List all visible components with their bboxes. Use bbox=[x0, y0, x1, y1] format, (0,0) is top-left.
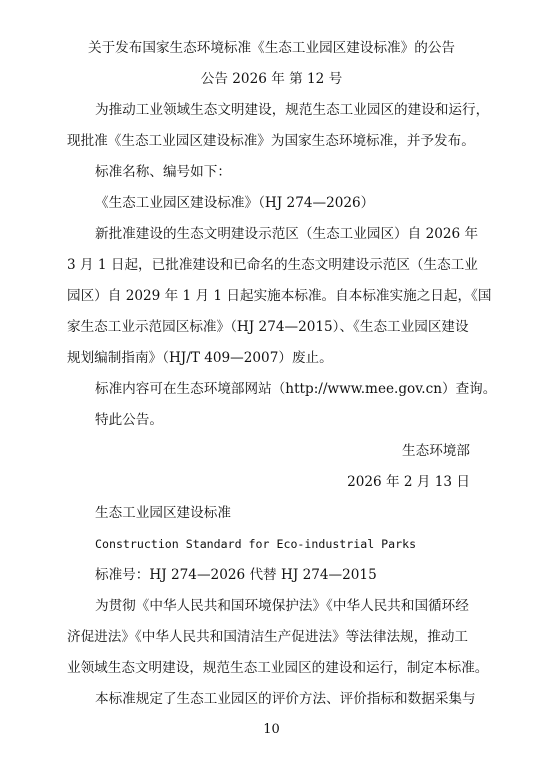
para6-line3: 业领域生态文明建设，规范生态工业园区的建设和运行，制定本标准。 bbox=[67, 660, 489, 676]
notice-number: 公告 2026 年 第 12 号 bbox=[200, 71, 343, 87]
doc-title-en: Construction Standard for Eco-industrial Parks bbox=[95, 537, 417, 551]
signature-date: 2026 年 2 月 13 日 bbox=[347, 474, 470, 490]
para1-line2: 现批准《生态工业园区建设标准》为国家生态环境标准，并予发布。 bbox=[67, 133, 475, 149]
notice-title: 关于发布国家生态环境标准《生态工业园区建设标准》的公告 bbox=[87, 40, 456, 56]
para7-line1: 本标准规定了生态工业园区的评价方法、评价指标和数据采集与 bbox=[95, 691, 476, 707]
para3-line2: 3 月 1 日起，已批准建设和已命名的生态文明建设示范区（生态工业 bbox=[67, 257, 478, 273]
para2: 标准名称、编号如下： bbox=[95, 164, 231, 180]
standard-number: 标准号：HJ 274—2026 代替 HJ 274—2015 bbox=[95, 567, 377, 583]
para3-line1: 新批准建设的生态文明建设示范区（生态工业园区）自 2026 年 bbox=[95, 226, 479, 242]
para1-line1: 为推动工业领域生态文明建设，规范生态工业园区的建设和运行， bbox=[95, 102, 490, 118]
page-number: 10 bbox=[263, 722, 280, 737]
para6-line2: 济促进法》《中华人民共和国清洁生产促进法》等法律法规，推动工 bbox=[67, 629, 469, 645]
signature-org: 生态环境部 bbox=[402, 443, 470, 459]
para5-closing: 特此公告。 bbox=[95, 412, 163, 428]
para6-line1: 为贯彻《中华人民共和国环境保护法》《中华人民共和国循环经 bbox=[95, 598, 469, 614]
para3-line4: 家生态工业示范园区标准》（HJ 274—2015）、《生态工业园区建设 bbox=[67, 319, 469, 335]
para3-line3: 园区）自 2029 年 1 月 1 日起实施本标准。自本标准实施之日起，《国 bbox=[67, 288, 492, 304]
doc-title-cn: 生态工业园区建设标准 bbox=[95, 505, 231, 521]
para4-website-note: 标准内容可在生态环境部网站（http://www.mee.gov.cn）查询。 bbox=[95, 381, 497, 397]
para3-line5: 规划编制指南》（HJ/T 409—2007）废止。 bbox=[67, 350, 333, 366]
standard-entry: 《生态工业园区建设标准》（HJ 274—2026） bbox=[95, 195, 375, 211]
